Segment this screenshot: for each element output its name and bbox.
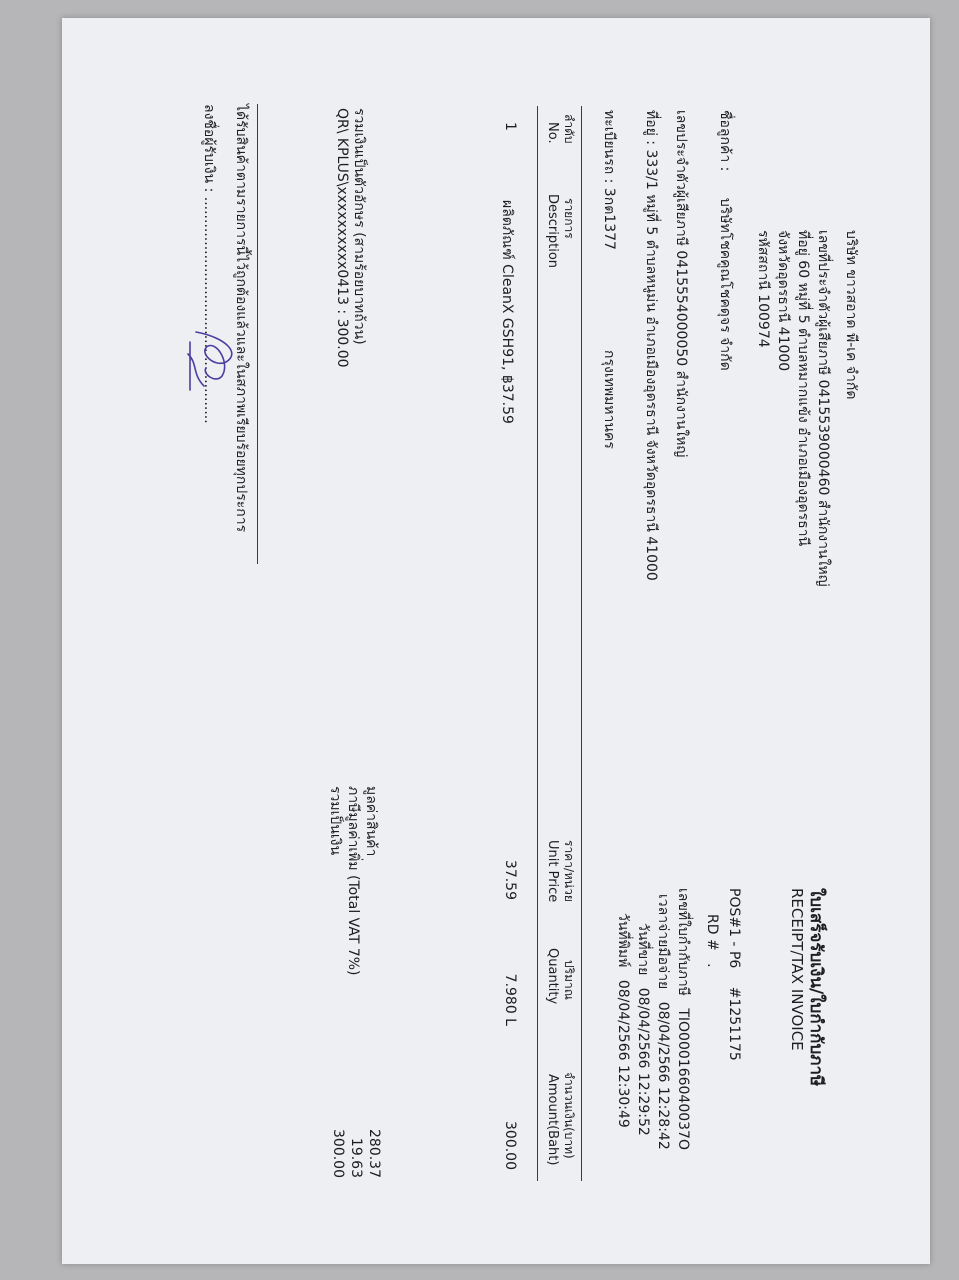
pos-label: POS#1 - P6 <box>726 888 742 969</box>
meta-sale-date <box>632 923 654 1136</box>
subtotal-value: 280.37 <box>366 1129 382 1178</box>
col-price-th: ราคา/หน่วย <box>562 840 576 902</box>
total-label: รวมเป็นเงิน <box>327 786 343 856</box>
receipt-paper <box>62 18 930 1264</box>
row-quantity: 7.980 L <box>502 973 518 1026</box>
meta-tax-invoice-no <box>672 888 694 1150</box>
customer-name: บริษัทโชคคูณโชคดุจร จำกัด <box>717 197 733 371</box>
meta-value: 08/04/2566 12:28:42 <box>655 1001 671 1150</box>
meta-label: วันที่ขาย <box>635 923 651 976</box>
company-tax-id: เลขที่ประจำตัวผู้เสียภาษี 0415539000460 สำนักงานใหญ่ <box>815 230 831 587</box>
meta-print-date <box>612 913 634 1128</box>
table-top-rule <box>581 106 582 1181</box>
customer-address: ที่อยู่ : 333/1 หมู่ที่ 5 ตำบลหนูม่น อำเภอเมืองอุดรธานี จังหวัดอุดรธานี 41000 <box>643 110 659 581</box>
col-price-en: Unit Price <box>545 840 560 903</box>
signature-scribble <box>178 324 248 404</box>
meta-label: วันที่พิมพ์ <box>615 913 631 968</box>
col-no-th: ลำดับ <box>562 114 576 144</box>
meta-label: เวลาจ่ายมือจ่าย <box>655 894 671 990</box>
payment-method: QR\ KPLUS\xxxxxxxxxx0413 : 300.00 <box>334 108 350 368</box>
customer-name-line <box>714 110 736 371</box>
doc-title-en: RECEIPT/TAX INVOICE <box>788 888 806 1051</box>
vehicle-province: กรุงเทพมหานคร <box>601 350 617 449</box>
meta-label: เลขที่ใบกำกับภาษี <box>675 888 691 996</box>
subtotal-label: มูลค่าสินค้า <box>363 786 379 857</box>
col-qty-th: ปริมาณ <box>562 960 576 1000</box>
row-unit-price: 37.59 <box>502 859 518 900</box>
footer-rule <box>257 104 258 564</box>
total-value: 300.00 <box>330 1129 346 1178</box>
company-address-1: ที่อยู่ 60 หมู่ที่ 5 ตำบลหมากแข้ง อำเภอเมืองอุดรธานี <box>795 230 811 547</box>
col-qty-en: Quantity <box>545 948 560 1005</box>
meta-value: 08/04/2566 12:29:52 <box>635 987 651 1136</box>
company-name: บริษัท ขาวสอาด พี-เค จำกัด <box>843 230 859 400</box>
signature-line: ลงชื่อผู้รับเงิน : ................................................... <box>201 104 217 424</box>
col-no-en: No. <box>545 122 560 144</box>
vehicle-plate: ทะเบียนรถ : 3กต1377 <box>601 110 617 250</box>
meta-time <box>652 894 674 1150</box>
vat-value: 19.63 <box>348 1137 364 1178</box>
customer-tax-id: เลขประจำตัวผู้เสียภาษี 0415554000050 สำนักงานใหญ่ <box>673 110 689 458</box>
pos-line <box>726 888 742 1061</box>
col-desc-en: Description <box>545 194 560 269</box>
row-no: 1 <box>502 122 518 131</box>
amount-in-words: รวมเงินเป็นตัวอักษร (สามร้อยบาทถ้วน) <box>351 108 367 345</box>
col-amount-en: Amount(Baht) <box>545 1074 560 1166</box>
meta-value: TIO000166040037O <box>675 1008 691 1150</box>
rd-line <box>704 914 720 968</box>
row-description: ผลิตภัณฑ์ CleanX GSH91, ฿37.59 <box>499 200 515 424</box>
company-address-2: จังหวัดอุดรธานี 41000 <box>775 230 791 372</box>
col-amount-th: จำนวนเงิน(บาท) <box>562 1072 576 1159</box>
rd-label: RD # <box>704 914 720 951</box>
rd-value: . <box>704 963 720 968</box>
row-amount: 300.00 <box>502 1121 518 1170</box>
vat-label: ภาษีมูลค่าเพิ่ม (Total VAT 7%) <box>345 786 361 976</box>
col-desc-th: รายการ <box>562 198 576 239</box>
table-header-rule <box>537 106 538 1181</box>
meta-value: 08/04/2566 12:30:49 <box>615 979 631 1128</box>
company-branch: รหัสสถานี 100974 <box>755 230 771 348</box>
customer-name-label: ชื่อลูกค้า : <box>717 110 733 172</box>
doc-title-th: ใบเสร็จรับเงิน/ใบกำกับภาษี <box>806 888 826 1087</box>
receipt-document <box>62 18 930 1264</box>
received-statement: ได้รับสินค้าตามรายการนี้ไว้ถูกต้องแล้วและในสภาพเรียบร้อยทุกประการ <box>233 104 249 533</box>
pos-number: #1251175 <box>726 986 742 1061</box>
